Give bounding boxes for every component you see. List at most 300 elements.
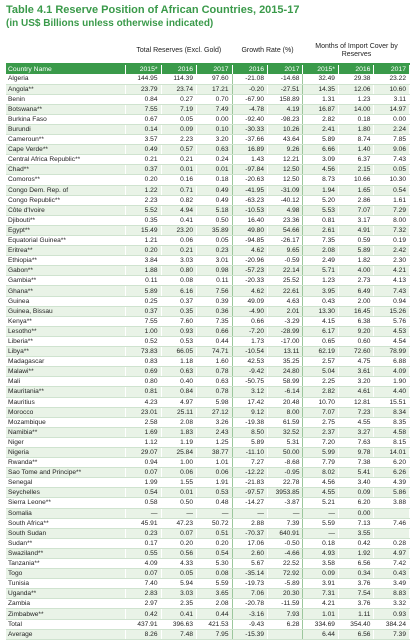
country-cell: Rwanda** <box>6 458 126 468</box>
value-cell: 16.87 <box>303 104 338 114</box>
table-row <box>6 538 410 548</box>
table-row <box>6 548 410 558</box>
value-cell: 72.60 <box>338 347 373 357</box>
value-cell: 7.19 <box>161 104 196 114</box>
value-cell: 1.65 <box>338 185 373 195</box>
value-cell: -50.75 <box>232 377 267 387</box>
value-cell: 47.23 <box>161 518 196 528</box>
table-row <box>6 468 410 478</box>
value-cell: 1.01 <box>197 458 233 468</box>
value-cell: 1.69 <box>126 427 161 437</box>
table-subtitle: (in US$ Billions unless otherwise indicated) <box>6 18 214 29</box>
value-cell: 0.17 <box>126 538 161 548</box>
value-cell: 1.00 <box>126 326 161 336</box>
value-cell: 54.66 <box>268 225 303 235</box>
country-cell: Burkina Faso <box>6 114 126 124</box>
value-cell: 9.12 <box>232 407 267 417</box>
value-cell: -15.39 <box>232 629 267 639</box>
country-cell: Algeria <box>6 74 126 84</box>
country-cell: Côte d'Ivoire <box>6 205 126 215</box>
value-cell: 9.20 <box>338 326 373 336</box>
value-cell: 10.66 <box>338 175 373 185</box>
value-cell: 0.20 <box>161 538 196 548</box>
column-header-year: 2017 <box>374 64 410 74</box>
value-cell: 1.18 <box>161 357 196 367</box>
value-cell: 0.66 <box>197 326 233 336</box>
country-cell: Swaziland** <box>6 548 126 558</box>
value-cell: 0.06 <box>197 468 233 478</box>
table-row <box>6 215 410 225</box>
country-cell: Central Africa Republic** <box>6 155 126 165</box>
value-cell: 0.27 <box>161 94 196 104</box>
value-cell: -92.40 <box>232 114 267 124</box>
value-cell: 0.11 <box>126 276 161 286</box>
value-cell: 0.07 <box>161 528 196 538</box>
value-cell: 0.81 <box>126 387 161 397</box>
value-cell: 4.94 <box>161 205 196 215</box>
table-row <box>6 296 410 306</box>
value-cell: 5.59 <box>303 518 338 528</box>
value-cell: 5.59 <box>197 579 233 589</box>
value-cell: -41.95 <box>232 185 267 195</box>
country-cell: Congo Dem. Rep. of <box>6 185 126 195</box>
value-cell: 66.05 <box>161 347 196 357</box>
value-cell: 7.31 <box>303 589 338 599</box>
value-cell: 2.08 <box>303 246 338 256</box>
value-cell: 0.20 <box>126 246 161 256</box>
value-cell: 7.13 <box>338 518 373 528</box>
value-cell: 29.38 <box>338 74 373 84</box>
value-cell: 3.20 <box>197 135 233 145</box>
column-header-year: 2016 <box>232 64 267 74</box>
value-cell: -0.59 <box>268 256 303 266</box>
value-cell: 4.39 <box>374 478 410 488</box>
value-cell: 3.95 <box>303 286 338 296</box>
value-cell: 12.50 <box>268 165 303 175</box>
value-cell: — <box>161 508 196 518</box>
value-cell: 7.35 <box>303 236 338 246</box>
value-cell: 0.53 <box>161 336 196 346</box>
value-cell: 0.80 <box>126 377 161 387</box>
value-cell: 1.82 <box>338 256 373 266</box>
column-header-year: 2016 <box>161 64 196 74</box>
value-cell: -9.43 <box>232 619 267 629</box>
value-cell: 10.26 <box>268 124 303 134</box>
value-cell: 6.17 <box>303 326 338 336</box>
value-cell: 3.12 <box>232 387 267 397</box>
value-cell: -20.96 <box>232 256 267 266</box>
country-cell: Chad** <box>6 165 126 175</box>
table-row <box>6 306 410 316</box>
value-cell: 0.58 <box>126 498 161 508</box>
value-cell: 0.36 <box>197 306 233 316</box>
value-cell: 3.55 <box>338 528 373 538</box>
country-cell: Gambia** <box>6 276 126 286</box>
value-cell: 0.01 <box>197 165 233 175</box>
value-cell: — <box>197 508 233 518</box>
value-cell: 25.52 <box>268 276 303 286</box>
value-cell: 0.69 <box>126 367 161 377</box>
table-row <box>6 347 410 357</box>
group-header-blank <box>6 38 126 64</box>
country-cell: Comoros** <box>6 175 126 185</box>
value-cell: 0.18 <box>197 175 233 185</box>
value-cell: 0.06 <box>161 236 196 246</box>
value-cell: -10.54 <box>232 347 267 357</box>
value-cell: 23.36 <box>268 215 303 225</box>
country-cell: Botswana** <box>6 104 126 114</box>
value-cell: 3.76 <box>338 599 373 609</box>
value-cell: -19.73 <box>232 579 267 589</box>
value-cell: 3.17 <box>338 215 373 225</box>
value-cell: 2.41 <box>303 124 338 134</box>
value-cell: 114.39 <box>161 74 196 84</box>
value-cell: -7.20 <box>232 326 267 336</box>
country-cell: Total <box>6 619 126 629</box>
value-cell: 5.04 <box>303 367 338 377</box>
value-cell: 354.40 <box>338 619 373 629</box>
value-cell: 2.49 <box>303 256 338 266</box>
value-cell: 1.23 <box>303 276 338 286</box>
value-cell: 0.34 <box>338 569 373 579</box>
value-cell: 5.20 <box>303 195 338 205</box>
value-cell: -97.84 <box>232 165 267 175</box>
value-cell: 14.35 <box>303 84 338 94</box>
value-cell: 0.18 <box>338 114 373 124</box>
value-cell: 0.49 <box>197 195 233 205</box>
value-cell: 4.09 <box>374 367 410 377</box>
value-cell: 4.97 <box>374 548 410 558</box>
value-cell: 1.12 <box>126 437 161 447</box>
value-cell: 16.40 <box>232 215 267 225</box>
value-cell: -27.51 <box>268 84 303 94</box>
value-cell: 14.00 <box>338 104 373 114</box>
value-cell: 0.05 <box>161 114 196 124</box>
value-cell: 1.90 <box>374 377 410 387</box>
value-cell: 6.88 <box>374 357 410 367</box>
country-cell: Sudan** <box>6 538 126 548</box>
value-cell: 0.37 <box>161 296 196 306</box>
value-cell: 3.26 <box>197 417 233 427</box>
value-cell: 4.91 <box>338 225 373 235</box>
value-cell: 4.55 <box>338 417 373 427</box>
table-row <box>6 205 410 215</box>
value-cell: 2.42 <box>374 246 410 256</box>
value-cell: -4.66 <box>268 548 303 558</box>
value-cell: 5.52 <box>126 205 161 215</box>
value-cell: 0.44 <box>197 609 233 619</box>
value-cell: -11.59 <box>268 599 303 609</box>
table-row <box>6 256 410 266</box>
country-cell: Morocco <box>6 407 126 417</box>
value-cell: -31.09 <box>268 185 303 195</box>
country-cell: Djibouti** <box>6 215 126 225</box>
value-cell: — <box>268 508 303 518</box>
value-cell: 0.25 <box>126 296 161 306</box>
value-cell: 5.30 <box>197 559 233 569</box>
value-cell: 6.20 <box>374 458 410 468</box>
value-cell: -37.66 <box>232 135 267 145</box>
value-cell: 25.84 <box>161 447 196 457</box>
value-cell: -63.23 <box>232 195 267 205</box>
value-cell: 1.25 <box>197 437 233 447</box>
value-cell: -9.42 <box>232 367 267 377</box>
table-row <box>6 195 410 205</box>
value-cell: 0.81 <box>303 215 338 225</box>
country-cell: Uganda** <box>6 589 126 599</box>
value-cell: 0.01 <box>161 165 196 175</box>
table-row <box>6 407 410 417</box>
country-cell: Kenya** <box>6 316 126 326</box>
value-cell: 5.86 <box>374 488 410 498</box>
table-row <box>6 377 410 387</box>
value-cell: 1.91 <box>197 478 233 488</box>
value-cell: 7.55 <box>126 104 161 114</box>
table-row <box>6 336 410 346</box>
value-cell: 3.11 <box>374 94 410 104</box>
value-cell: 6.38 <box>338 316 373 326</box>
table-body <box>6 74 410 639</box>
country-cell: Benin <box>6 94 126 104</box>
value-cell: 0.14 <box>126 124 161 134</box>
value-cell: 24.80 <box>268 367 303 377</box>
value-cell: 7.79 <box>303 458 338 468</box>
value-cell: 0.19 <box>374 236 410 246</box>
value-cell: 2.58 <box>126 417 161 427</box>
country-cell: Mauritius <box>6 397 126 407</box>
value-cell: 7.54 <box>338 589 373 599</box>
value-cell: 6.28 <box>268 619 303 629</box>
value-cell: 4.56 <box>303 478 338 488</box>
value-cell: 3.49 <box>374 579 410 589</box>
table-row <box>6 84 410 94</box>
value-cell: 3.58 <box>303 559 338 569</box>
table-row <box>6 437 410 447</box>
value-cell: 2.24 <box>374 124 410 134</box>
value-cell: -0.95 <box>268 468 303 478</box>
value-cell: 2.75 <box>303 417 338 427</box>
value-cell: 12.81 <box>338 397 373 407</box>
table-row <box>6 185 410 195</box>
value-cell: 1.21 <box>126 236 161 246</box>
value-cell: 0.55 <box>126 548 161 558</box>
value-cell: 7.95 <box>197 629 233 639</box>
country-cell: Mozambique <box>6 417 126 427</box>
value-cell: 72.92 <box>268 569 303 579</box>
country-cell: Cape Verde** <box>6 145 126 155</box>
value-cell: 16.45 <box>338 306 373 316</box>
value-cell: 3953.85 <box>268 488 303 498</box>
value-cell: 4.75 <box>338 357 373 367</box>
value-cell: -40.12 <box>268 195 303 205</box>
table-row <box>6 508 410 518</box>
value-cell: — <box>232 508 267 518</box>
value-cell: 7.27 <box>232 458 267 468</box>
value-cell: 0.82 <box>161 195 196 205</box>
value-cell: 0.56 <box>161 548 196 558</box>
value-cell: 7.43 <box>374 286 410 296</box>
value-cell: 0.50 <box>161 498 196 508</box>
value-cell: 0.20 <box>126 175 161 185</box>
table-row <box>6 124 410 134</box>
value-cell: 9.06 <box>374 145 410 155</box>
value-cell: 4.15 <box>303 316 338 326</box>
table-row <box>6 104 410 114</box>
value-cell: 8.50 <box>232 427 267 437</box>
value-cell: 12.21 <box>268 155 303 165</box>
value-cell: 5.76 <box>374 316 410 326</box>
country-cell: Somalia <box>6 508 126 518</box>
value-cell: 4.62 <box>232 246 267 256</box>
value-cell: 1.22 <box>126 185 161 195</box>
value-cell: 23.01 <box>126 407 161 417</box>
table-row <box>6 225 410 235</box>
value-cell: -10.53 <box>232 205 267 215</box>
country-cell: Madagascar <box>6 357 126 367</box>
value-cell: 2.35 <box>161 599 196 609</box>
value-cell: -14.27 <box>232 498 267 508</box>
value-cell: 8.83 <box>374 589 410 599</box>
value-cell: -19.38 <box>232 417 267 427</box>
table-row <box>6 518 410 528</box>
value-cell: 0.71 <box>161 185 196 195</box>
value-cell: 1.11 <box>338 609 373 619</box>
table-row <box>6 114 410 124</box>
value-cell: 5.18 <box>197 205 233 215</box>
value-cell: 5.31 <box>268 437 303 447</box>
value-cell: 2.00 <box>338 296 373 306</box>
value-cell: 7.06 <box>232 589 267 599</box>
value-cell: 3.03 <box>161 589 196 599</box>
country-cell: Average <box>6 629 126 639</box>
table-row <box>6 316 410 326</box>
value-cell: 0.10 <box>197 124 233 134</box>
value-cell: 14.01 <box>374 447 410 457</box>
country-cell: Sao Tome and Principe** <box>6 468 126 478</box>
value-cell: 0.54 <box>374 185 410 195</box>
value-cell: 7.23 <box>338 407 373 417</box>
value-cell: 0.78 <box>197 367 233 377</box>
value-cell: 12.50 <box>268 175 303 185</box>
value-cell: 6.56 <box>338 629 373 639</box>
value-cell: 3.03 <box>161 256 196 266</box>
value-cell: 2.43 <box>197 427 233 437</box>
value-cell: -97.57 <box>232 488 267 498</box>
value-cell: 4.19 <box>268 104 303 114</box>
value-cell: -67.90 <box>232 94 267 104</box>
country-cell: Guinea <box>6 296 126 306</box>
value-cell: 7.85 <box>374 135 410 145</box>
value-cell: 0.49 <box>126 145 161 155</box>
column-header-year: 2016 <box>338 64 373 74</box>
value-cell: 10.30 <box>374 175 410 185</box>
country-cell: Namibia** <box>6 427 126 437</box>
value-cell: -20.63 <box>232 175 267 185</box>
value-cell: 27.12 <box>197 407 233 417</box>
value-cell: 7.20 <box>303 437 338 447</box>
value-cell: 7.42 <box>374 559 410 569</box>
value-cell: 4.56 <box>303 165 338 175</box>
value-cell: 0.93 <box>161 326 196 336</box>
table-row <box>6 357 410 367</box>
value-cell: 4.21 <box>374 266 410 276</box>
value-cell: 2.15 <box>338 165 373 175</box>
value-cell: 0.93 <box>374 609 410 619</box>
value-cell: 0.42 <box>126 609 161 619</box>
value-cell: 5.41 <box>338 468 373 478</box>
value-cell: -0.20 <box>232 84 267 94</box>
value-cell: 5.21 <box>303 498 338 508</box>
table-row <box>6 579 410 589</box>
value-cell: 3.32 <box>374 599 410 609</box>
value-cell: 12.06 <box>338 84 373 94</box>
table-row <box>6 155 410 165</box>
value-cell: 1.73 <box>232 336 267 346</box>
value-cell: 0.59 <box>338 236 373 246</box>
table-row <box>6 498 410 508</box>
value-cell: 23.79 <box>126 84 161 94</box>
country-cell: Zimbabwe** <box>6 609 126 619</box>
table-row <box>6 488 410 498</box>
value-cell: -98.23 <box>268 114 303 124</box>
value-cell: 7.35 <box>197 316 233 326</box>
value-cell: 61.59 <box>268 417 303 427</box>
value-cell: 3.84 <box>126 256 161 266</box>
value-cell: 6.44 <box>303 629 338 639</box>
value-cell: 8.00 <box>268 407 303 417</box>
table-row <box>6 276 410 286</box>
value-cell: 22.61 <box>268 286 303 296</box>
country-cell: Liberia** <box>6 336 126 346</box>
value-cell: 1.92 <box>338 548 373 558</box>
value-cell: 1.94 <box>303 185 338 195</box>
group-header-import-cover: Months of Import Cover by Reserves <box>303 38 410 64</box>
value-cell: 1.43 <box>232 155 267 165</box>
value-cell: 1.99 <box>126 478 161 488</box>
value-cell: 0.40 <box>161 377 196 387</box>
value-cell: — <box>303 508 338 518</box>
value-cell: 0.53 <box>197 488 233 498</box>
column-header-year: 2017 <box>268 64 303 74</box>
reserve-position-table <box>6 38 410 640</box>
value-cell: -5.89 <box>268 579 303 589</box>
country-cell: Congo Republic** <box>6 195 126 205</box>
value-cell: -21.08 <box>232 74 267 84</box>
value-cell: 0.54 <box>197 548 233 558</box>
value-cell: 32.49 <box>303 74 338 84</box>
country-cell: Tunisia <box>6 579 126 589</box>
value-cell: 58.99 <box>268 377 303 387</box>
table-row <box>6 589 410 599</box>
table-title: Table 4.1 Reserve Position of African Countries, 2015-17 <box>6 4 300 16</box>
value-cell: 22.52 <box>268 559 303 569</box>
value-cell: 334.69 <box>303 619 338 629</box>
value-cell: 2.30 <box>374 256 410 266</box>
value-cell: 74.71 <box>197 347 233 357</box>
value-cell: 2.97 <box>126 599 161 609</box>
value-cell: 32.52 <box>268 427 303 437</box>
value-cell: 0.28 <box>374 538 410 548</box>
value-cell: 0.63 <box>197 377 233 387</box>
value-cell: 17.21 <box>197 84 233 94</box>
value-cell: 0.11 <box>197 276 233 286</box>
table-row <box>6 367 410 377</box>
country-cell: Togo <box>6 569 126 579</box>
value-cell: 8.73 <box>303 175 338 185</box>
value-cell: -28.99 <box>268 326 303 336</box>
value-cell: 1.00 <box>161 458 196 468</box>
country-cell: Seychelles <box>6 488 126 498</box>
